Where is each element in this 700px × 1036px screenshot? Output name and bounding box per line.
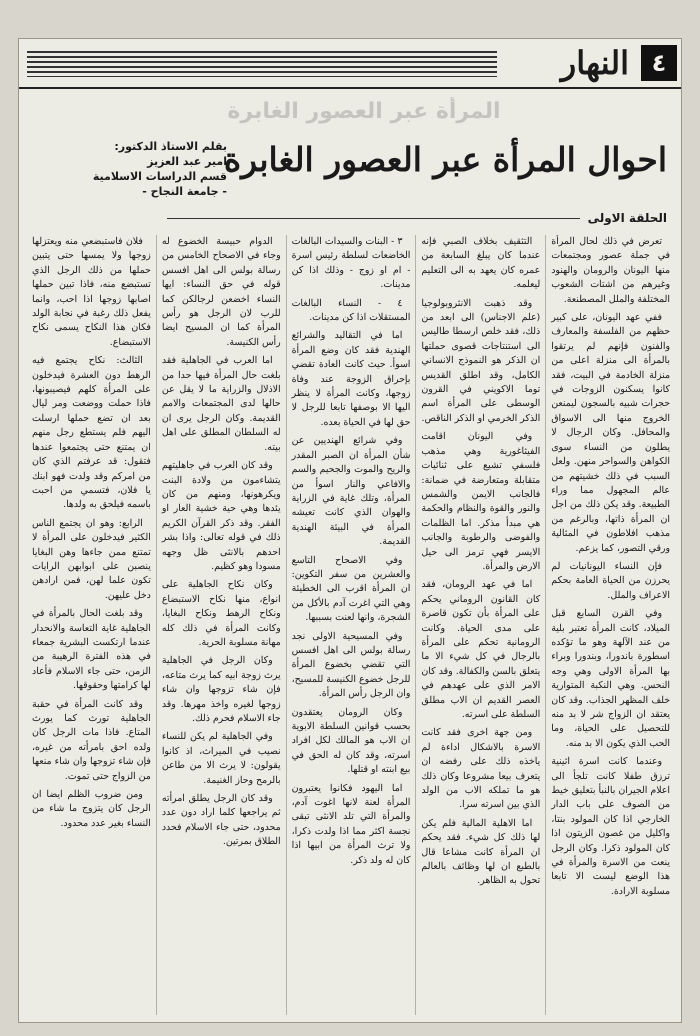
article-paragraph: وفي القرن السابع قبل الميلاد، كانت المرأة تعتبر بلية من عند الآلهة وهو ما تؤكده اسطورة باندورا، وبندورا وبراء بها المرأة الاولى وهي وجه النحس. وهي النكبة المتوارية خلف المظهر الجذاب. وقد كان يعتقد ان الزواج شر لا بد منه للتحصيل على الحياة، وما الحب الذي يكون الا بد منه.	[551, 608, 670, 749]
article-paragraph: وقد كانت المرأة في حقبة الجاهلية تورث كما يورث المتاع. فاذا مات الرجل كان ولده احق بامرأته من غيره، فإن شاء تزوجها وان شاء منعها من الزواج حتى تموت.	[32, 698, 151, 782]
article-paragraph: وفي المسيحية الاولى نجد رسالة بولس الى اهل افسس التي تقضي بخضوع المرأة للرجل خضوع الكنيسة للمسيح، وان الرجل رأس المرأة.	[291, 630, 411, 700]
article-paragraph: التثقيف بخلاف الصبي فإنه عندما كان يبلغ السابعة من عمره كان يعهد به الى التعليم ليعلمه.	[421, 236, 541, 291]
article-column	[286, 235, 416, 1015]
article-paragraph: الدوام حبيسة الخضوع له وجاء في الاصحاح الخامس من رسالة بولس الى اهل افسس قوله في حق النساء: ايها النساء اخضعن لرجالكن كما للرب لان الرجل هو رأس المرأة كما ان المسيح ايضا رأس الكنيسة.	[161, 236, 281, 348]
article-paragraph: اما العرب في الجاهلية فقد بلغت حال المرأة فيها حدا من الاذلال والزراية ما لا يقل عن حالها لدى المجتمعات والامم القديمة. وكان الرجل يرى ان له السلطان المطلق على اهل بيته.	[161, 355, 281, 453]
article-paragraph: وقد بلغت الحال بالمرأة في الجاهلية غاية التعاسة والانحدار عندما ارتكست البشرية جمعاء في هذه الفترة الرهيبة من الزمن، حتى جاء الاسلام فأعاد لها كرامتها وحقوقها.	[32, 608, 151, 692]
article-headline: احوال المرأة عبر العصور الغابرة	[223, 140, 667, 179]
newspaper-title: النهار	[555, 43, 635, 83]
newspaper-page	[18, 38, 682, 1023]
article-paragraph: اما في التقاليد والشرائع الهندية فقد كان وضع المرأة اسوأ. حيث كانت العادة تقضي بإحراق الزوجة عند وفاة زوجها، وكانت المرأة لا ينظر اليها الا بوصفها تابعا للرجل لا حق لها في الحياة بعده.	[291, 330, 411, 428]
page-number: ٤	[641, 45, 677, 81]
article-paragraph: وكان الرومان يعتقدون بحسب قوانين السلطة الابوية ان الاب هو المالك لكل افراد اسرته، وقد كان له الحق في بيع ابنته او قتلها.	[291, 706, 411, 776]
episode-header	[167, 207, 667, 229]
article-paragraph: ففي عهد اليونان، على كبير حظهم من الفلسفة والمعارف والفنون فإنهم لم يرتقوا بالمرأة الى منزلة اعلى من منزلة الخادمة في البيت، فقد كانوا يسكنون الزوجات في حجرات شبيه بالسجون ليمنعن الخروج منها الى الاسواق والمحافل. وكان الرجال لا يطلون من النساء سوى الكواهن والسواحر منهن. ولعل السبب في ذلك خشيتهم من عالم المجهول مما وراء الطبيعة. وقد يكن ذلك من اجل ان المرأة ذاتها، وبالرغم من مذهب افلاطون في المثالية ورقي التصور، كما يزعم.	[551, 312, 670, 554]
article-paragraph: وكان نكاح الجاهلية على انواع، منها نكاح الاستبضاع ونكاح الرهط ونكاح البغايا، وكانت المرأة في ذلك كله مهانة مسلوبة الحرية.	[161, 579, 281, 648]
article-paragraph: وفي اليونان اقامت الفيثاغورية وهي مذهب فلسفي تشيع على ثنائيات متقابلة ومتعارضة في ضمانة: فالجانب الايمن والشمس والنور والقوة والنظام والحكمة هي مبدأ مذكر. اما الظلمات والفوضى والرطوبة والجانب الايسر فهي ترمز الى حيل الارض والمرأة.	[421, 431, 541, 572]
article-paragraph: ومن ضروب الظلم ايضا ان الرجل كان يتزوج ما شاء من النساء بغير عدد محدود.	[32, 789, 151, 829]
article-paragraph: الثالث: نكاح يجتمع فيه الرهط دون العشرة فيدخلون على المرأة كلهم فيصيبونها، فاذا حملت ووضعت ومر ليال بعد ان تضع حملها ارسلت اليهم فلم يستطع رجل منهم ان يمتنع حتى يجتمعوا عندها فتقول: قد عرفتم الذي كان من امركم وقد ولدت فهو ابنك يا فلان، فتسمي من احبت باسمه فيلحق به ولدها.	[32, 355, 151, 511]
article-paragraph: وفي الاصحاح التاسع والعشرين من سفر التكوين: ان المرأة اقرب الى الخطيئة وهي التي اغرت آدم بالأكل من الشجرة، وانها لعنت بسببها.	[291, 554, 411, 624]
article-paragraph: وقد كان الرجل يطلق امرأته ثم يراجعها كلما اراد دون عدد محدود، حتى جاء الاسلام فحدد الطلاق بمرتين.	[161, 793, 281, 848]
faint-banner: المرأة عبر العصور الغابرة	[227, 99, 501, 124]
article-columns	[27, 235, 675, 1015]
masthead-rules	[27, 51, 497, 77]
article-paragraph: ٤ - النساء البالغات المستقلات اذا كن مدينات.	[291, 297, 411, 324]
byline-line: بقلم الاستاذ الدكتور:	[114, 140, 227, 153]
byline-line: قسم الدراسات الاسلامية	[92, 170, 227, 183]
article-paragraph: ومن جهة اخرى فقد كانت الاسرة بالاشكال اداءة لم ياخذه ذلك على رفضه ان يتعرف بيعا مشروعا وكان ذلك هو ما تملكه الاب من الولد الذي بين اسرته سرا.	[421, 727, 541, 811]
article-paragraph: وفي الجاهلية لم يكن للنساء نصيب في الميراث، اذ كانوا يقولون: لا يرث الا من طاعن بالرمح وحاز الغنيمة.	[161, 731, 281, 786]
article-paragraph: تعرض في ذلك لحال المرأة في جملة عصور ومجتمعات منها اليونان والرومان والهنود وغيرهم من اشتات الشعوب المختلفة والملل المصطنعة.	[551, 236, 670, 305]
article-paragraph: فإن النساء اليونانيات لم يحرزن من الحياة العامة بحكم الاعراف والملل.	[551, 560, 670, 601]
article-column	[156, 235, 286, 1015]
article-paragraph: ٣ - البنات والسيدات البالغات الخاضعات لسلطة رئيس اسرة - ام او زوج - وذلك اذا كن مدينات.	[291, 236, 411, 291]
article-column	[27, 235, 156, 1015]
article-paragraph: اما اليهود فكانوا يعتبرون المرأة لعنة لانها اغوت آدم، والمرأة التي تلد الانثى تبقى نجسة اكثر مما اذا ولدت ذكرا، ولا ترث المرأة من ابيها اذا كان له ولد ذكر.	[291, 782, 411, 866]
episode-label: الحلقة الاولى	[587, 211, 667, 225]
article-paragraph: اما الاهلية المالية فلم يكن لها ذلك كل شيء. فقد يحكم ان المرأة كانت مشاعا قال بالطبع ان لها وظائف بالعالم تحول به الظاهر.	[421, 817, 541, 887]
byline-line: - جامعة النجاح -	[142, 185, 227, 198]
article-paragraph: فلان فاستبضعي منه ويعتزلها زوجها ولا يمسها حتى يتبين حملها من ذلك الرجل الذي تستبضع منه، فاذا تبين حملها اصابها زوجها اذا احب، وانما يفعل ذلك رغبة في نجابة الولد فكان هذا النكاح يسمى نكاح الاستبضاع.	[32, 236, 151, 348]
article-paragraph: وفي شرائع الهنديين عن شأن المرأة ان الصبر المقدر والريح والموت والجحيم والسم والافاعي والنار اسوأ من المرأة، وتلك غاية في الزراية والهوان الذي كانت تعيشه المرأة في البيئة الهندية القديمة.	[291, 435, 411, 548]
article-paragraph: وقد ذهبت الانثروبولوجيا (علم الاجناس) الى ابعد من ذلك، فقد خلص ارسطا طاليس الى استنتاجات قصوى حملتها ان الذكر هو النموذج الانساني الكامل، وقد اطلق القديس توما الاكويني في القرون الوسطى على المرأة اسم الذكر الخرمي او الذكر الناقص.	[421, 297, 541, 424]
article-paragraph: اما في عهد الرومان، فقد كان القانون الروماني يحكم على المرأة بأن تكون قاصرة على مدى الحياة. وكانت الرومانية تحكم على المرأة بالرجال في كل شيء الا ما يتعلق بالسن والكفالة. وقد كان الامر الذي على عهدهم في العصر القديم ان الاب مطلق السلطة على اسرته.	[421, 579, 541, 720]
byline-line: امير عبد العزيز	[147, 155, 227, 168]
article-column	[415, 235, 545, 1015]
article-paragraph: وعندما كانت اسرة اثينية ترزق طفلا كانت تلجأ الى اعلام الجيران بالنبأ بتعليق خيط من الصوف على باب الدار الخارجي اذا كان المولود بنتا، واكليل من غصون الزيتون اذا كان المولود ذكرا. وكان الرجل ينعت من الاسرة والمرأة في هذا الوضع ليست الا تابعا مسلوبة الارادة.	[551, 756, 670, 897]
article-column	[545, 235, 675, 1015]
masthead	[19, 39, 682, 89]
episode-rule	[167, 218, 580, 219]
article-paragraph: الرابع: وهو ان يجتمع الناس الكثير فيدخلون على المرأة لا تمتنع ممن جاءها وهن البغايا ينصبن على ابوابهن الرايات تكون علما لهن، فمن ارادهن دخل عليهن.	[32, 517, 151, 601]
article-paragraph: وقد كان العرب في جاهليتهم يتشاءمون من ولادة البنت ويكرهونها، ومنهم من كان يئدها وهي حية خشية العار او الفقر. وقد ذكر القرآن الكريم ذلك في قوله تعالى: واذا بشر احدهم بالانثى ظل وجهه مسودا وهو كظيم.	[161, 460, 281, 572]
article-paragraph: وكان الرجل في الجاهلية يرث زوجة ابيه كما يرث متاعه، فإن شاء تزوجها وان شاء زوجها لغيره واخذ مهرها. وقد جاء الاسلام فحرم ذلك.	[161, 655, 281, 724]
